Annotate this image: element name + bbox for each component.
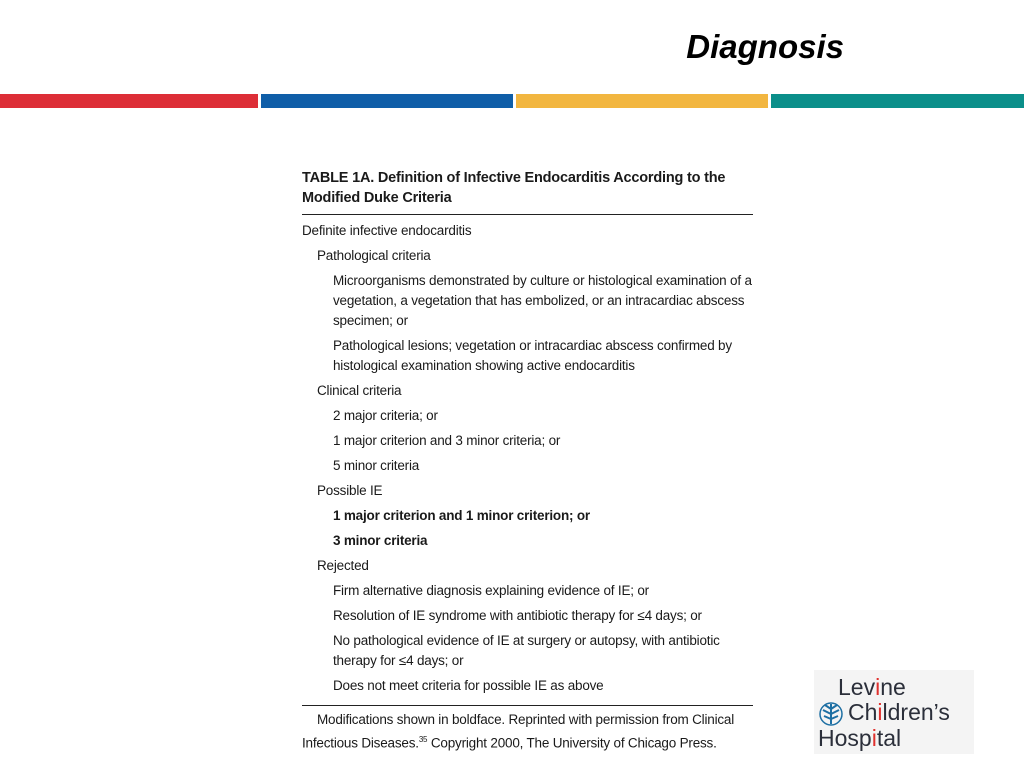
table-row: Pathological criteria: [317, 248, 431, 263]
hospital-logo: [814, 670, 974, 754]
slide-title: Diagnosis: [686, 28, 844, 65]
table-row: 5 minor criteria: [333, 458, 420, 473]
table-row: Rejected: [317, 558, 369, 573]
footnote-ref: 35: [418, 735, 428, 744]
footnote-copyright: Copyright 2000, The University of Chicago Press.: [427, 735, 717, 751]
table-rows: [302, 215, 753, 705]
table-row: Definite infective endocarditis: [302, 223, 472, 238]
tree-icon: [818, 701, 844, 727]
table-title: TABLE 1A. Definition of Infective Endocarditis According to the Modified Duke Criteria: [302, 170, 726, 206]
table-row: Clinical criteria: [317, 383, 402, 398]
table-row: 1 major criterion and 3 minor criteria; or: [333, 433, 561, 448]
table-row: Pathological lesions; vegetation or intracardiac abscess confirmed by histological examination showing active endocarditis: [333, 338, 732, 373]
table-row: Firm alternative diagnosis explaining evidence of IE; or: [333, 583, 649, 598]
logo-line-levine: Levine: [838, 674, 906, 700]
table-row: Does not meet criteria for possible IE as above: [333, 678, 604, 693]
table-row: No pathological evidence of IE at surgery or autopsy, with antibiotic therapy for ≤4 days; or: [333, 633, 720, 668]
header-stripe: [0, 94, 1024, 108]
stripe-segment-blue: [261, 94, 513, 108]
criteria-table: [302, 168, 753, 754]
table-row: 3 minor criteria: [333, 533, 428, 548]
logo-line-hospital: Hospital: [818, 725, 902, 751]
table-row: 1 major criterion and 1 minor criterion; or: [333, 508, 590, 523]
table-footnote: [302, 706, 753, 754]
footnote-text: Modifications shown in boldface. Reprinted with permission from Clinical Infectious Diseases.: [302, 712, 735, 751]
table-row: Resolution of IE syndrome with antibiotic therapy for ≤4 days; or: [333, 608, 702, 623]
stripe-segment-red: [0, 94, 258, 108]
stripe-segment-yellow: [516, 94, 768, 108]
table-row: Possible IE: [317, 483, 383, 498]
stripe-segment-teal: [771, 94, 1024, 108]
table-row: 2 major criteria; or: [333, 408, 438, 423]
table-row: Microorganisms demonstrated by culture or histological examination of a vegetation, a vegetation that has embolized, or an intracardiac abscess specimen; or: [333, 273, 752, 328]
logo-line-childrens: Children’s: [848, 699, 950, 725]
